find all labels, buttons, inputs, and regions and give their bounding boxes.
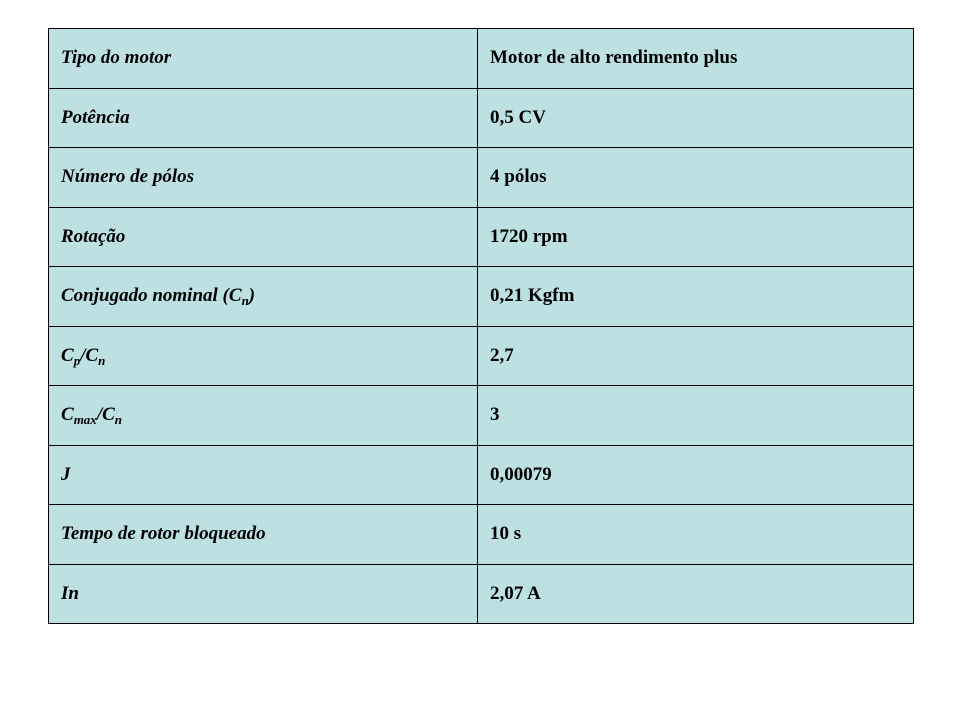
label-cell-nominal-current: In — [49, 564, 478, 624]
value-cell-rotation: 1720 rpm — [478, 207, 914, 267]
label-subscript: n — [98, 352, 106, 368]
table-row — [49, 564, 914, 624]
label-cell-cmax-cn — [49, 386, 478, 446]
label-separator: /C — [96, 404, 115, 426]
label-cell-cp-cn — [49, 326, 478, 386]
value-cell-motor-type: Motor de alto rendimento plus — [478, 29, 914, 89]
label-cell-poles: Número de pólos — [49, 148, 478, 208]
label-cell-rotation: Rotação — [49, 207, 478, 267]
table-row — [49, 326, 914, 386]
label-symbol: C — [61, 404, 74, 426]
table-row — [49, 445, 914, 505]
value-cell-cp-cn: 2,7 — [478, 326, 914, 386]
label-cell-locked-rotor-time: Tempo de rotor bloqueado — [49, 505, 478, 565]
table-row — [49, 88, 914, 148]
value-cell-locked-rotor-time: 10 s — [478, 505, 914, 565]
label-cell-inertia: J — [49, 445, 478, 505]
label-symbol: C — [61, 344, 74, 366]
label-subscript: n — [114, 412, 122, 428]
table-row — [49, 505, 914, 565]
label-separator: /C — [80, 344, 99, 366]
value-cell-nominal-current: 2,07 A — [478, 564, 914, 624]
table-row — [49, 29, 914, 89]
table-row — [49, 267, 914, 327]
label-text: Conjugado nominal (C — [61, 285, 242, 307]
value-cell-inertia: 0,00079 — [478, 445, 914, 505]
table-row — [49, 148, 914, 208]
label-subscript: n — [241, 293, 249, 309]
label-cell-nominal-torque — [49, 267, 478, 327]
value-cell-cmax-cn: 3 — [478, 386, 914, 446]
table-row — [49, 386, 914, 446]
label-subscript: max — [73, 412, 97, 428]
label-cell-motor-type: Tipo do motor — [49, 29, 478, 89]
label-subscript: p — [73, 352, 81, 368]
value-cell-nominal-torque: 0,21 Kgfm — [478, 267, 914, 327]
label-cell-power: Potência — [49, 88, 478, 148]
table-row — [49, 207, 914, 267]
value-cell-poles: 4 pólos — [478, 148, 914, 208]
label-tail: ) — [248, 285, 256, 307]
motor-spec-table — [48, 28, 914, 624]
value-cell-power: 0,5 CV — [478, 88, 914, 148]
